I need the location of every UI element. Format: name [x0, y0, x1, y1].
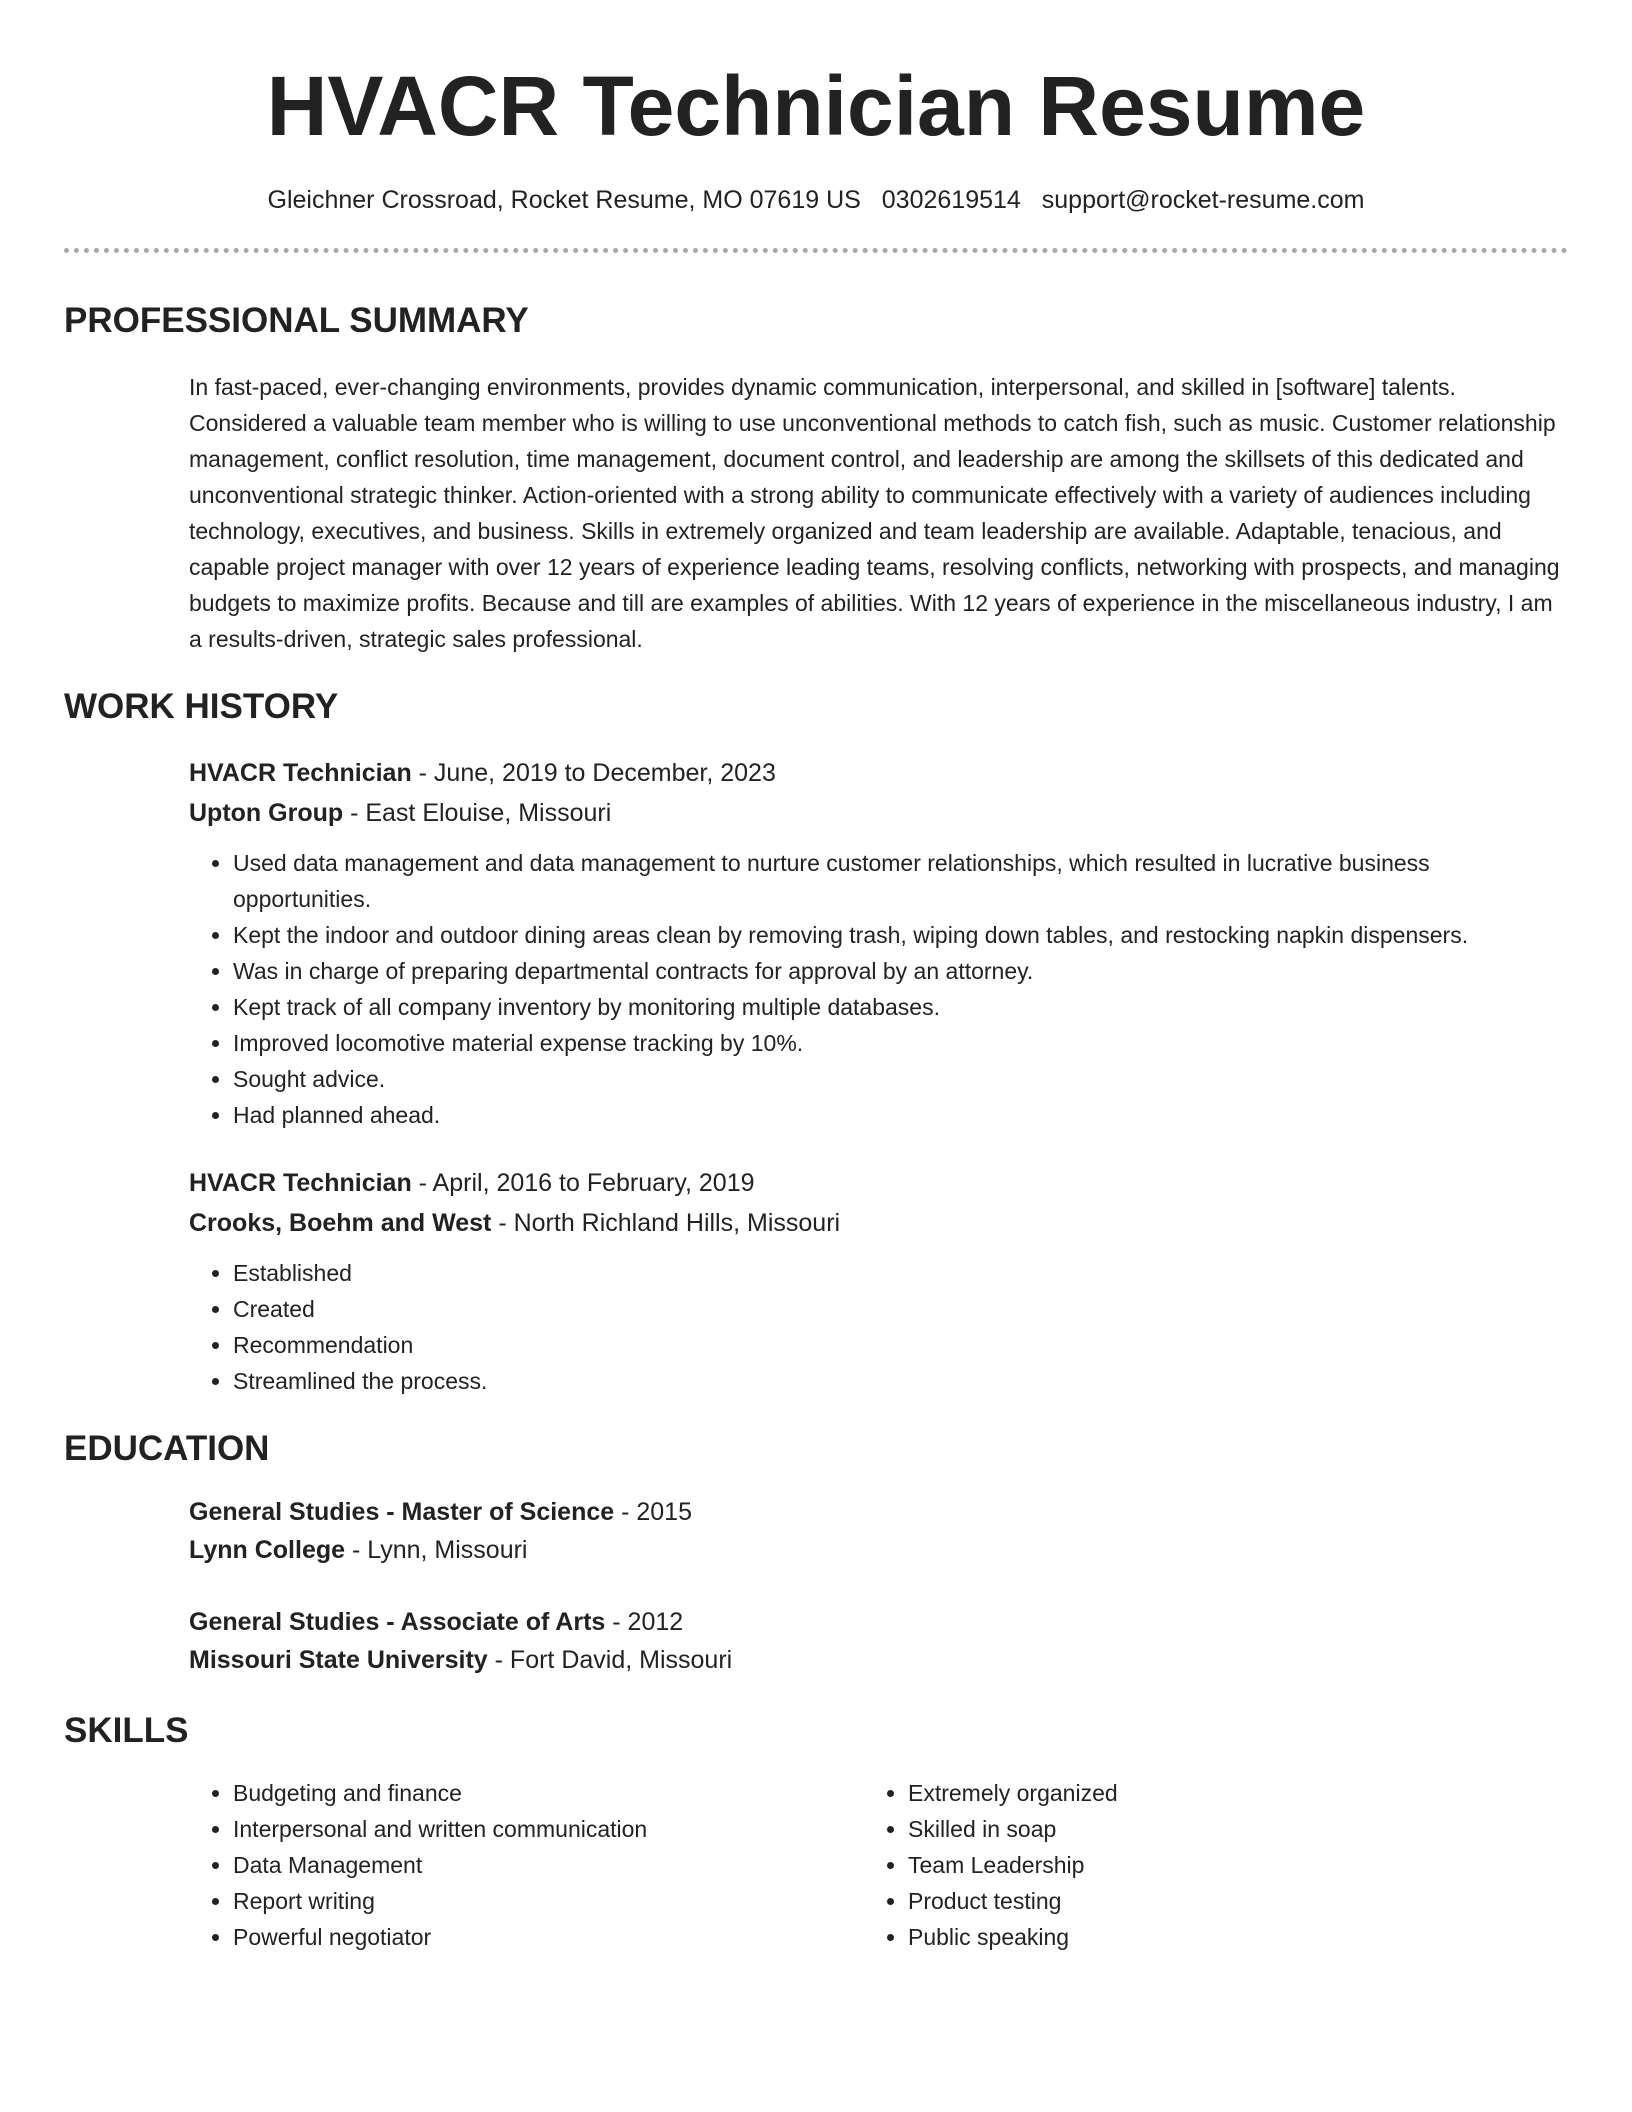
- job-dates: - June, 2019 to December, 2023: [411, 759, 776, 787]
- section-heading-skills: SKILLS: [64, 1711, 189, 1750]
- skill-item: • Skilled in soap: [908, 1811, 1539, 1847]
- education-year: - 2015: [614, 1498, 692, 1526]
- job-title: HVACR Technician: [189, 759, 412, 787]
- job-bullet: • Created: [233, 1291, 1568, 1327]
- job-bullet: • Used data management and data management to nurture customer relationships, which resulted in lucrative business opportunities.: [233, 845, 1568, 917]
- skills-list: [864, 1775, 1539, 1955]
- skill-item: • Interpersonal and written communication: [233, 1811, 864, 1847]
- education-degree: General Studies - Associate of Arts: [189, 1608, 606, 1636]
- job-location: - North Richland Hills, Missouri: [491, 1209, 841, 1237]
- education-school-line: [189, 1531, 1568, 1569]
- job-entry: [64, 1163, 1568, 1399]
- job-bullet: • Kept track of all company inventory by monitoring multiple databases.: [233, 989, 1568, 1025]
- skill-item: • Budgeting and finance: [233, 1775, 864, 1811]
- job-bullet: • Established: [233, 1255, 1568, 1291]
- education-year: - 2012: [605, 1608, 684, 1636]
- job-bullet: • Sought advice.: [233, 1061, 1568, 1097]
- job-company: Crooks, Boehm and West: [189, 1209, 492, 1237]
- job-dates: - April, 2016 to February, 2019: [411, 1169, 755, 1197]
- education-degree: General Studies - Master of Science: [189, 1498, 615, 1526]
- contact-email: support@rocket-resume.com: [1041, 186, 1365, 214]
- skill-item: • Powerful negotiator: [233, 1919, 864, 1955]
- job-bullets: [189, 1255, 1568, 1399]
- job-bullet: • Was in charge of preparing departmental contracts for approval by an attorney.: [233, 953, 1568, 989]
- skills-grid: [64, 1775, 1568, 1955]
- job-company-line: [189, 793, 1568, 833]
- job-title-line: [189, 1163, 1568, 1203]
- job-company-line: [189, 1203, 1568, 1243]
- contact-phone: 0302619514: [881, 186, 1021, 214]
- education-degree-line: [189, 1493, 1568, 1531]
- job-bullet: • Recommendation: [233, 1327, 1568, 1363]
- skill-item: • Report writing: [233, 1883, 864, 1919]
- skill-item: • Product testing: [908, 1883, 1539, 1919]
- education-location: - Fort David, Missouri: [487, 1646, 733, 1674]
- job-bullet: • Streamlined the process.: [233, 1363, 1568, 1399]
- job-company: Upton Group: [189, 799, 344, 827]
- education-school-line: [189, 1641, 1568, 1679]
- job-bullet: • Kept the indoor and outdoor dining areas clean by removing trash, wiping down tables, and restocking napkin dispensers.: [233, 917, 1568, 953]
- education-degree-line: [189, 1603, 1568, 1641]
- skill-item: • Public speaking: [908, 1919, 1539, 1955]
- skills-list: [189, 1775, 864, 1955]
- job-title: HVACR Technician: [189, 1169, 412, 1197]
- job-bullet: • Had planned ahead.: [233, 1097, 1568, 1133]
- section-heading-summary: PROFESSIONAL SUMMARY: [64, 301, 529, 340]
- skills-column-left: [189, 1775, 864, 1955]
- education-school: Missouri State University: [189, 1646, 488, 1674]
- education-entry: [64, 1493, 1568, 1569]
- job-bullets: [189, 845, 1568, 1133]
- skill-item: • Team Leadership: [908, 1847, 1539, 1883]
- skill-item: • Extremely organized: [908, 1775, 1539, 1811]
- section-heading-work-history: WORK HISTORY: [64, 687, 339, 726]
- skills-column-right: [864, 1775, 1539, 1955]
- education-school: Lynn College: [189, 1536, 346, 1564]
- header-divider: [64, 248, 1568, 253]
- contact-line: [64, 184, 1568, 216]
- education-location: - Lynn, Missouri: [345, 1536, 528, 1564]
- skill-item: • Data Management: [233, 1847, 864, 1883]
- education-entry: [64, 1603, 1568, 1679]
- resume-title: HVACR Technician Resume: [266, 59, 1366, 153]
- job-title-line: [189, 753, 1568, 793]
- contact-address: Gleichner Crossroad, Rocket Resume, MO 07619 US: [267, 186, 861, 214]
- job-bullet: • Improved locomotive material expense tracking by 10%.: [233, 1025, 1568, 1061]
- section-heading-education: EDUCATION: [64, 1429, 270, 1468]
- job-location: - East Elouise, Missouri: [343, 799, 612, 827]
- summary-text: In fast-paced, ever-changing environments, provides dynamic communication, interpersonal, and skilled in [software] talents. Considered a valuable team member who is willing to use unconventional methods to catch fish, such as music. Customer relationship management, conflict resolution, time management, document control, and leadership are among the skillsets of this dedicated and unconventional strategic thinker. Action-oriented with a strong ability to communicate effectively with a variety of audiences including technology, executives, and business. Skills in extremely organized and team leadership are available. Adaptable, tenacious, and capable project manager with over 12 years of experience leading teams, resolving conflicts, networking with prospects, and managing budgets to maximize profits. Because and till are examples of abilities. With 12 years of experience in the miscellaneous industry, I am a results-driven, strategic sales professional.: [189, 374, 1560, 652]
- job-entry: [64, 753, 1568, 1133]
